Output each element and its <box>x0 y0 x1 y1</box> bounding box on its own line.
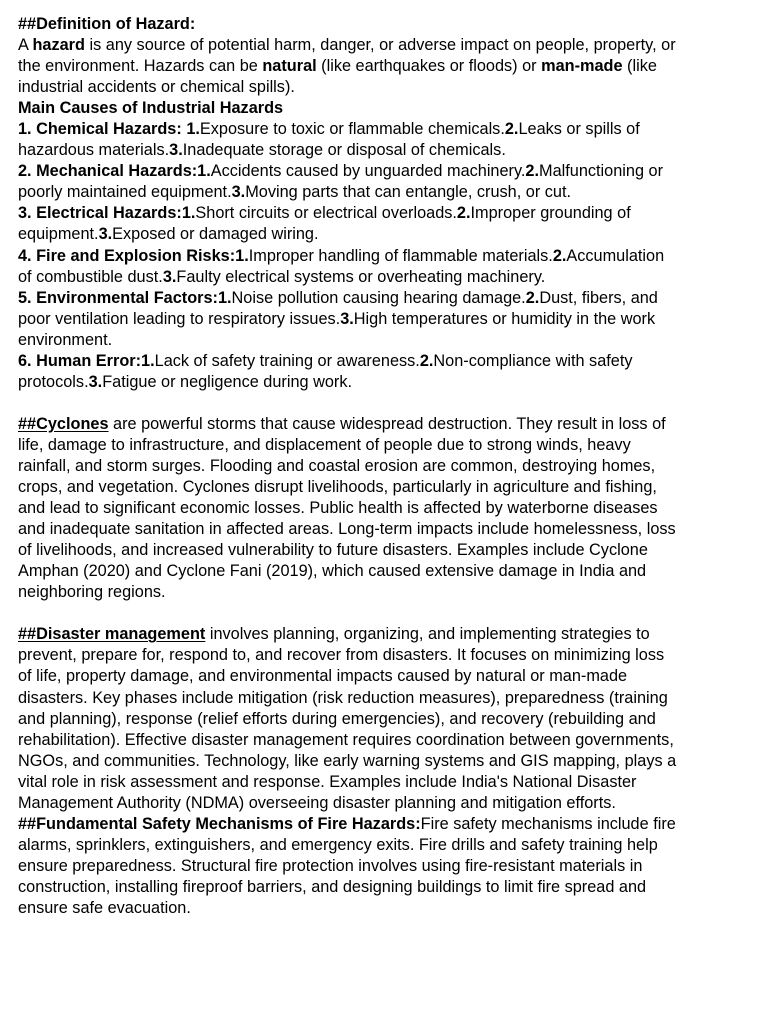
disaster-paragraph-line: of life, property damage, and environmental impacts caused by natural or man-made <box>18 667 628 686</box>
cause-mechanical: 2. Mechanical Hazards:1.Accidents caused by unguarded machinery.2.Malfunctioning or <box>18 162 664 181</box>
paragraph-gap <box>18 393 752 414</box>
cause-chemical-cont: hazardous materials.3.Inadequate storage or disposal of chemicals. <box>18 141 506 160</box>
cause-fire-explosion: 4. Fire and Explosion Risks:1.Improper handling of flammable materials.2.Accumulation <box>18 246 665 265</box>
hazard-heading: ##Definition of Hazard: <box>18 15 196 33</box>
fire-paragraph-line: ##Fundamental Safety Mechanisms of Fire Hazards:Fire safety mechanisms include fire <box>18 814 676 833</box>
fire-paragraph-line: alarms, sprinklers, extinguishers, and emergency exits. Fire drills and safety training help <box>18 835 658 854</box>
cyclones-paragraph-line: rainfall, and storm surges. Flooding and coastal erosion are common, destroying homes, <box>18 456 656 475</box>
cyclones-paragraph-line: Amphan (2020) and Cyclone Fani (2019), which caused extensive damage in India and <box>18 562 647 581</box>
paragraph-gap <box>18 603 752 624</box>
fire-paragraph-line: construction, installing fireproof barriers, and designing buildings to limit fire spread and <box>18 877 647 896</box>
cause-environmental-cont: poor ventilation leading to respiratory issues.3.High temperatures or humidity in the work <box>18 309 656 328</box>
cause-human-error: 6. Human Error:1.Lack of safety training or awareness.2.Non-compliance with safety <box>18 351 633 370</box>
disaster-paragraph-line: prevent, prepare for, respond to, and recover from disasters. It focuses on minimizing loss <box>18 646 665 665</box>
fire-paragraph-line: ensure preparedness. Structural fire protection involves using fire-resistant materials in <box>18 856 643 875</box>
disaster-paragraph-line: vital role in risk assessment and response. Examples include India's National Disaster <box>18 772 637 791</box>
cyclones-paragraph-line: of livelihoods, and increased vulnerability to future disasters. Examples include Cyclone <box>18 541 648 560</box>
cause-electrical: 3. Electrical Hazards:1.Short circuits or electrical overloads.2.Improper grounding of <box>18 204 631 223</box>
hazard-definition-line: industrial accidents or chemical spills). <box>18 78 295 97</box>
cyclones-paragraph-line: crops, and vegetation. Cyclones disrupt livelihoods, particularly in agriculture and fishing, <box>18 478 657 497</box>
cause-fire-explosion-cont: of combustible dust.3.Faulty electrical systems or overheating machinery. <box>18 267 546 286</box>
disaster-paragraph-line: rehabilitation). Effective disaster management requires coordination between governments, <box>18 730 674 749</box>
cause-chemical: 1. Chemical Hazards: 1.Exposure to toxic or flammable chemicals.2.Leaks or spills of <box>18 120 640 139</box>
cause-electrical-cont: equipment.3.Exposed or damaged wiring. <box>18 225 319 244</box>
cause-human-error-cont: protocols.3.Fatigue or negligence during work. <box>18 372 352 391</box>
cyclones-paragraph-line: ##Cyclones are powerful storms that cause widespread destruction. They result in loss of <box>18 414 666 433</box>
cause-environmental: 5. Environmental Factors:1.Noise pollution causing hearing damage.2.Dust, fibers, and <box>18 288 658 307</box>
cause-mechanical-cont: poorly maintained equipment.3.Moving parts that can entangle, crush, or cut. <box>18 183 572 202</box>
hazard-definition-line: the environment. Hazards can be natural (like earthquakes or floods) or man-made (like <box>18 57 657 76</box>
disaster-paragraph-line: Management Authority (NDMA) overseeing disaster planning and mitigation efforts. <box>18 793 616 812</box>
fire-paragraph-line: ensure safe evacuation. <box>18 898 191 917</box>
cause-environmental-cont: environment. <box>18 330 113 349</box>
hazard-definition-line: A hazard is any source of potential harm, danger, or adverse impact on people, property, or <box>18 36 676 55</box>
cyclones-paragraph-line: life, damage to infrastructure, and displacement of people due to strong winds, heavy <box>18 435 631 454</box>
disaster-paragraph-line: ##Disaster management involves planning, organizing, and implementing strategies to <box>18 625 650 644</box>
cyclones-paragraph-line: neighboring regions. <box>18 583 166 602</box>
fire-heading: ##Fundamental Safety Mechanisms of Fire Hazards: <box>18 814 421 833</box>
disaster-paragraph-line: and planning), response (relief efforts during emergencies), and recovery (rebuilding and <box>18 709 656 728</box>
causes-heading: Main Causes of Industrial Hazards <box>18 99 284 118</box>
cyclones-paragraph-line: and lead to significant economic losses. Public health is affected by waterborne diseases <box>18 499 658 518</box>
disaster-paragraph-line: disasters. Key phases include mitigation (risk reduction measures), preparedness (training <box>18 688 668 707</box>
disaster-paragraph-line: NGOs, and communities. Technology, like early warning systems and GIS mapping, plays a <box>18 751 677 770</box>
disaster-heading: ##Disaster management <box>18 625 206 644</box>
cyclones-heading: ##Cyclones <box>18 414 109 433</box>
cyclones-paragraph-line: and inadequate sanitation in affected areas. Long-term impacts include homelessness, loss <box>18 520 676 539</box>
